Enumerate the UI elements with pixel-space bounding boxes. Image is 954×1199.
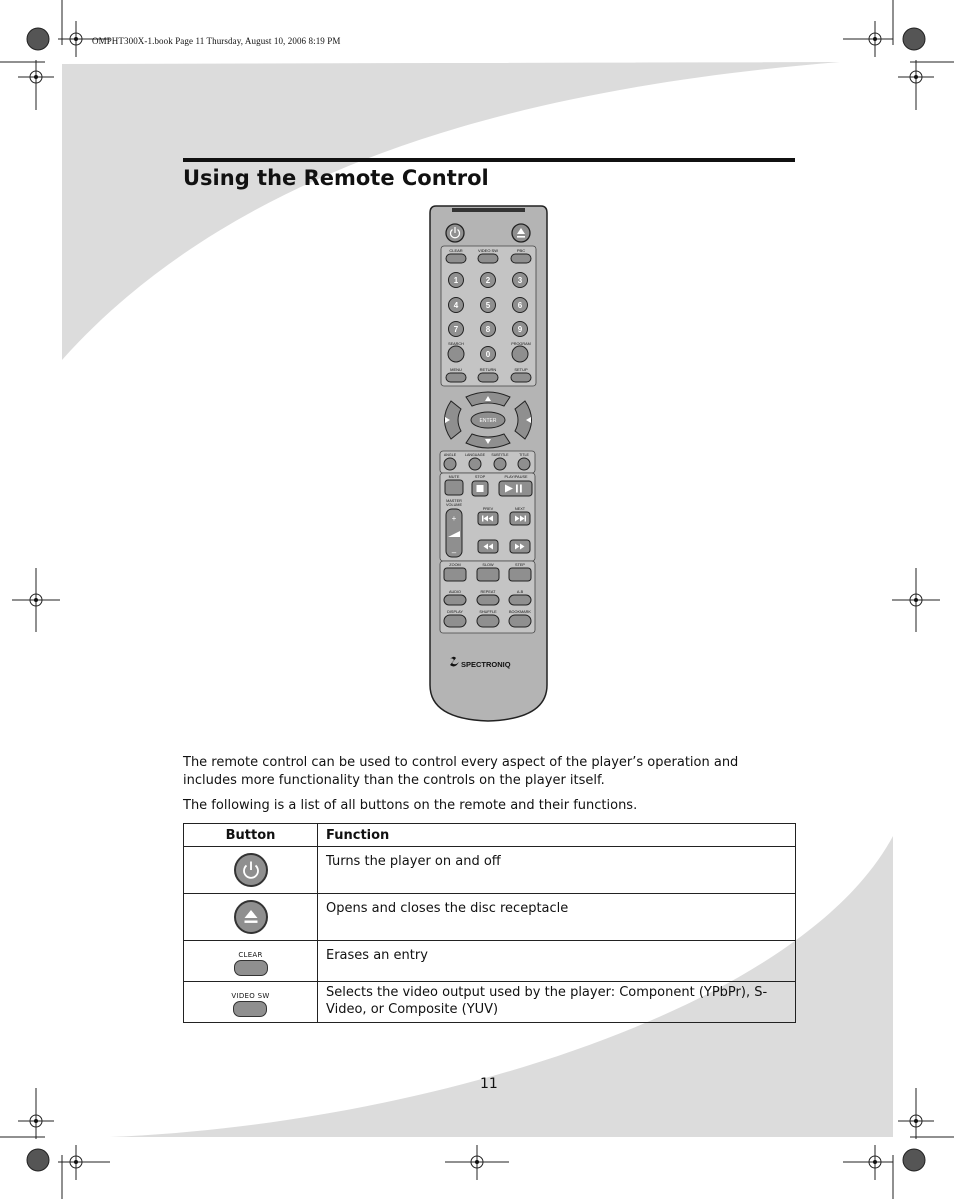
- video-sw-button-label: VIDEO SW: [231, 992, 270, 1000]
- remote-key-7: 7: [453, 325, 459, 334]
- remote-label-shuffle: SHUFFLE: [479, 610, 497, 614]
- function-text: Selects the video output used by the player: Component (YPbPr), S-Video, or Composite (YUV): [318, 982, 796, 1023]
- list-intro-paragraph: The following is a list of all buttons on the remote and their functions.: [183, 798, 638, 813]
- remote-key-2: 2: [485, 276, 491, 285]
- remote-label-video-sw: VIDEO SW: [477, 248, 499, 253]
- remote-key-0: 0: [485, 350, 491, 359]
- remote-label-language: LANGUAGE: [465, 453, 485, 457]
- title-rule: [183, 158, 795, 162]
- remote-key-5: 5: [485, 301, 491, 310]
- table-row: [184, 847, 796, 894]
- remote-brand: SPECTRONIQ: [461, 660, 511, 669]
- header-button: Button: [184, 824, 318, 847]
- remote-label-setup: SETUP: [514, 367, 528, 372]
- remote-label-repeat: REPEAT: [480, 590, 496, 594]
- page-title: Using the Remote Control: [183, 166, 489, 190]
- remote-label-slow: SLOW: [482, 563, 494, 567]
- print-info-header: OMPHT300X-1.book Page 11 Thursday, August 10, 2006 8:19 PM: [92, 36, 341, 46]
- svg-text:+: +: [451, 514, 457, 523]
- clear-button-label: CLEAR: [238, 951, 263, 959]
- remote-key-8: 8: [485, 325, 491, 334]
- remote-key-4: 4: [453, 301, 459, 310]
- remote-label-stop: STOP: [474, 475, 486, 479]
- remote-label-program: PROGRAM: [511, 342, 531, 346]
- remote-label-mute: MUTE: [448, 475, 460, 479]
- remote-label-zoom: ZOOM: [449, 563, 461, 567]
- remote-label-a-b: A-B: [516, 590, 524, 594]
- table-row: [184, 894, 796, 941]
- remote-label-volume: VOLUME: [445, 503, 463, 507]
- remote-key-9: 9: [517, 325, 523, 334]
- remote-key-6: 6: [517, 301, 523, 310]
- remote-label-menu: MENU: [450, 367, 462, 372]
- eject-icon: [234, 900, 268, 934]
- remote-label-subtitle: SUBTITLE: [491, 453, 509, 457]
- remote-label-master: MASTER: [446, 499, 462, 503]
- table-header-row: [184, 824, 796, 847]
- video-sw-button-illustration: [231, 992, 269, 1017]
- remote-label-clear: CLEAR: [449, 248, 463, 253]
- remote-key-3: 3: [517, 276, 523, 285]
- remote-label-search: SEARCH: [448, 342, 464, 346]
- remote-key-1: 1: [453, 276, 459, 285]
- button-function-table: [183, 823, 796, 1023]
- pill-button-shape: [234, 960, 268, 976]
- header-function: Function: [318, 824, 796, 847]
- remote-label-enter: ENTER: [479, 418, 497, 424]
- pill-button-shape: [233, 1001, 267, 1017]
- intro-paragraph: The remote control can be used to control every aspect of the player’s operation and includes more functionality than the controls on the player itself.: [183, 755, 739, 788]
- remote-control-illustration: [428, 205, 549, 723]
- function-text: Opens and closes the disc receptacle: [318, 894, 796, 941]
- remote-label-display: DISPLAY: [447, 610, 463, 614]
- remote-label-audio: AUDIO: [448, 590, 462, 594]
- remote-label-play-pause: PLAY/PAUSE: [504, 475, 528, 479]
- remote-label-bookmark: BOOKMARK: [509, 610, 531, 614]
- clear-button-illustration: [234, 951, 268, 976]
- svg-text:–: –: [451, 548, 457, 557]
- remote-label-next: NEXT: [514, 507, 526, 511]
- remote-label-step: STEP: [515, 563, 525, 567]
- page-number: 11: [480, 1076, 498, 1092]
- remote-label-return: RETURN: [479, 367, 497, 372]
- remote-label-prev: PREV: [482, 507, 494, 511]
- power-icon: [234, 853, 268, 887]
- function-text: Erases an entry: [318, 941, 796, 982]
- remote-label-angle: ANGLE: [443, 453, 457, 457]
- table-row: [184, 941, 796, 982]
- remote-label-pbc: PBC: [516, 248, 526, 253]
- function-text: Turns the player on and off: [318, 847, 796, 894]
- table-row: [184, 982, 796, 1023]
- remote-label-title: TITLE: [519, 453, 529, 457]
